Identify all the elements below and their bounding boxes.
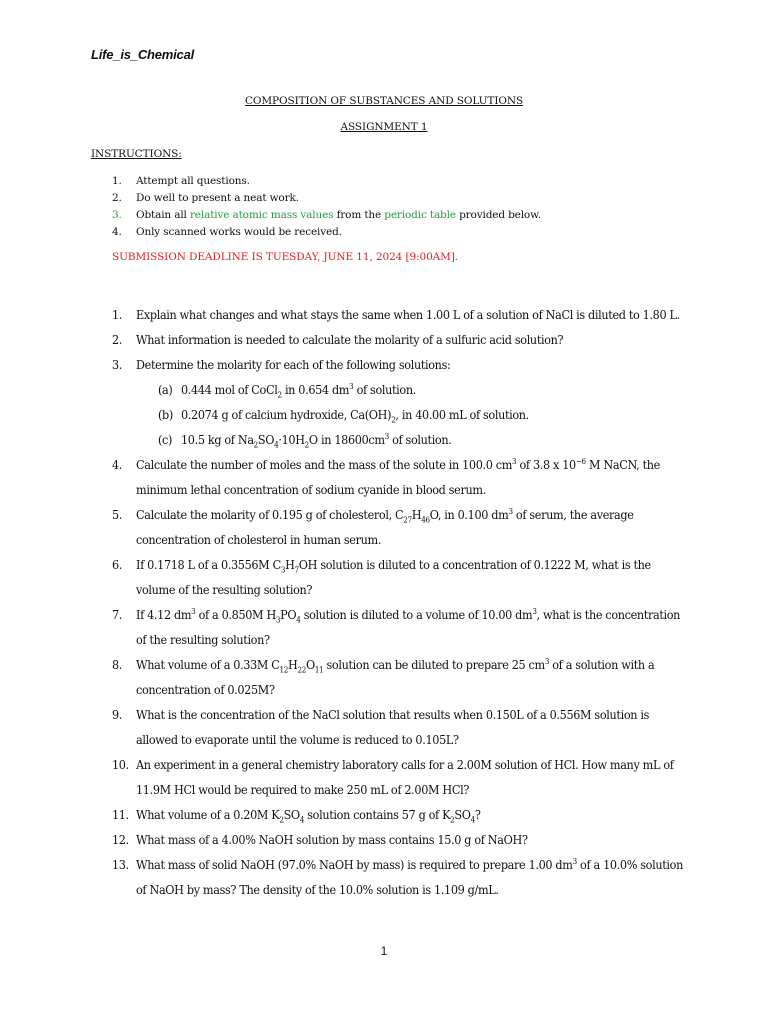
sub-question-letter: (b)	[158, 407, 173, 422]
question-number: 13.	[112, 857, 129, 872]
question-item	[112, 352, 692, 452]
question-item	[112, 302, 692, 327]
text-segment: Obtain all	[136, 209, 190, 221]
superscript: 3	[349, 381, 354, 391]
question-number: 3.	[112, 357, 123, 372]
instructions-list	[112, 175, 672, 243]
sub-question-item	[158, 427, 692, 452]
question-number: 2.	[112, 332, 123, 347]
instruction-item	[112, 192, 672, 209]
instruction-item	[112, 209, 672, 226]
text-segment: SO	[283, 807, 300, 822]
highlight-relative-atomic-mass: relative atomic mass values	[189, 209, 334, 221]
text-segment: O	[305, 657, 315, 672]
question-item	[112, 852, 692, 902]
text-segment: If 4.12 dm	[136, 607, 192, 622]
sub-question-item	[158, 377, 692, 402]
text-segment: PO	[280, 607, 297, 622]
sub-question-text	[181, 377, 416, 402]
superscript: 3	[572, 856, 577, 866]
text-segment: of a solution with a concentration of 0.025M?	[136, 657, 655, 697]
subscript: 2	[253, 440, 258, 450]
question-text	[136, 802, 692, 827]
superscript: 3	[544, 656, 550, 666]
question-list	[112, 302, 692, 902]
question-number: 4.	[112, 457, 123, 472]
subscript: 2	[450, 815, 455, 825]
text-segment: ·10H	[278, 432, 305, 447]
text-segment: H	[285, 557, 295, 572]
question-item	[112, 552, 692, 602]
text-segment: Calculate the number of moles and the mass of the solute in 100.0 cm	[136, 457, 513, 472]
text-segment: What volume of a 0.20M K	[136, 807, 280, 822]
text-segment: of a 10.0% solution of NaOH by mass? The density of the 10.0% solution is 1.109 g/mL.	[136, 857, 683, 897]
text-segment: of solution.	[353, 382, 416, 397]
subscript: 11	[314, 665, 324, 675]
question-item	[112, 752, 692, 802]
text-segment: of 3.8 x 10	[516, 457, 576, 472]
text-segment: provided below.	[455, 209, 541, 221]
sub-question-item	[158, 402, 692, 427]
subscript: 7	[294, 565, 299, 575]
question-number: 7.	[112, 607, 123, 622]
instruction-item	[112, 175, 672, 192]
sub-question-letter: (c)	[158, 432, 173, 447]
superscript: 3	[508, 506, 513, 516]
subscript: 3	[280, 565, 286, 575]
text-segment: of solution.	[388, 432, 452, 447]
text-segment: solution contains 57 g of K	[304, 807, 451, 822]
text-segment: in 0.654 dm	[281, 382, 350, 397]
question-item	[112, 602, 692, 652]
question-text	[136, 552, 692, 602]
text-segment: of a 0.850M H	[195, 607, 276, 622]
text-segment: M NaCN, the minimum lethal concentration of sodium cyanide in blood serum.	[136, 457, 660, 497]
question-text: Determine the molarity for each of the following solutions:	[136, 357, 451, 372]
text-segment: What volume of a 0.33M C	[136, 657, 280, 672]
question-body	[136, 352, 692, 452]
question-item	[112, 452, 692, 502]
question-item	[112, 502, 692, 552]
subscript: 22	[297, 665, 306, 675]
text-segment: 0.444 mol of CoCl	[181, 382, 278, 397]
text-segment: solution can be diluted to prepare 25 cm	[323, 657, 545, 672]
instruction-number: 3.	[112, 209, 122, 221]
question-text: Explain what changes and what stays the same when 1.00 L of a solution of NaCl is diluted to 1.80 L.	[136, 307, 680, 322]
question-number: 9.	[112, 707, 123, 722]
question-text	[136, 602, 692, 652]
text-segment: O, in 0.100 dm	[429, 507, 509, 522]
subscript: 12	[279, 665, 289, 675]
subscript: 2	[277, 390, 282, 400]
text-segment: H	[411, 507, 422, 522]
question-item	[112, 802, 692, 827]
question-number: 8.	[112, 657, 123, 672]
question-item	[112, 827, 692, 852]
question-text	[136, 652, 692, 702]
instruction-number: 1.	[112, 175, 122, 187]
text-segment: 10.5 kg of Na	[181, 432, 254, 447]
sub-question-list	[136, 377, 692, 452]
subscript: 46	[421, 515, 430, 525]
instruction-number: 4.	[112, 226, 122, 238]
question-item	[112, 702, 692, 752]
assignment-subtitle: ASSIGNMENT 1	[340, 121, 428, 133]
instruction-text: Do well to present a neat work.	[136, 192, 299, 204]
text-segment: H	[288, 657, 298, 672]
text-segment: Calculate the molarity of 0.195 g of cholesterol, C	[136, 507, 404, 522]
superscript: −6	[575, 456, 586, 466]
question-number: 1.	[112, 307, 123, 322]
question-text: What information is needed to calculate the molarity of a sulfuric acid solution?	[136, 332, 564, 347]
sub-question-text	[181, 427, 451, 452]
text-segment: solution is diluted to a volume of 10.00 dm	[300, 607, 533, 622]
submission-deadline: SUBMISSION DEADLINE IS TUESDAY, JUNE 11, 2024 [9:00AM].	[112, 251, 459, 263]
page-number: 1	[380, 944, 388, 958]
subscript: 2	[304, 440, 309, 450]
text-segment: OH solution is diluted to a concentration of 0.1222 M, what is the volume of the resulting solution?	[136, 557, 651, 597]
subscript: 4	[296, 615, 301, 625]
instruction-number: 2.	[112, 192, 122, 204]
document-header-tag: Life_is_Chemical	[91, 47, 195, 62]
question-text: What mass of a 4.00% NaOH solution by mass contains 15.0 g of NaOH?	[136, 832, 528, 847]
instructions-heading: INSTRUCTIONS:	[91, 148, 182, 160]
question-text	[136, 452, 692, 502]
question-number: 10.	[112, 757, 129, 772]
question-text: What is the concentration of the NaCl solution that results when 0.150L of a 0.556M solution is allowed to evaporate until the volume is reduced to 0.105L?	[136, 707, 650, 747]
question-item	[112, 327, 692, 352]
instruction-text: Attempt all questions.	[136, 175, 250, 187]
superscript: 3	[191, 606, 196, 616]
text-segment: from the	[333, 209, 385, 221]
question-number: 5.	[112, 507, 123, 522]
superscript: 3	[384, 431, 389, 441]
subscript: 4	[274, 440, 279, 450]
question-number: 12.	[112, 832, 129, 847]
subscript: 27	[403, 515, 412, 525]
question-number: 6.	[112, 557, 123, 572]
subscript: 2	[279, 815, 284, 825]
instruction-item	[112, 226, 672, 243]
instruction-text	[136, 209, 541, 226]
question-text: An experiment in a general chemistry laboratory calls for a 2.00M solution of HCl. How many mL of 11.9M HCl would be required to make 250 mL of 2.00M HCl?	[136, 757, 674, 797]
text-segment: SO	[257, 432, 275, 447]
text-segment: ?	[474, 807, 481, 822]
subscript: 4	[470, 815, 475, 825]
text-segment: SO	[454, 807, 471, 822]
superscript: 3	[532, 606, 537, 616]
subscript: 4	[299, 815, 305, 825]
text-segment: , what is the concentration of the resulting solution?	[136, 607, 681, 647]
question-text	[136, 502, 692, 552]
text-segment: O in 18600cm	[308, 432, 385, 447]
question-text	[136, 852, 692, 902]
superscript: 3	[512, 456, 517, 466]
text-segment: , in 40.00 mL of solution.	[395, 407, 529, 422]
highlight-periodic-table: periodic table	[384, 209, 456, 221]
text-segment: What mass of solid NaOH (97.0% NaOH by mass) is required to prepare 1.00 dm	[136, 857, 573, 872]
sub-question-text	[181, 402, 529, 427]
text-segment: If 0.1718 L of a 0.3556M C	[136, 557, 281, 572]
question-number: 11.	[112, 807, 129, 822]
document-title: COMPOSITION OF SUBSTANCES AND SOLUTIONS	[244, 95, 524, 107]
text-segment: of serum, the average concentration of cholesterol in human serum.	[136, 507, 634, 547]
sub-question-letter: (a)	[158, 382, 173, 397]
question-item	[112, 652, 692, 702]
subscript: 2	[391, 415, 396, 425]
subscript: 3	[275, 615, 281, 625]
instruction-text: Only scanned works would be received.	[136, 226, 342, 238]
text-segment: 0.2074 g of calcium hydroxide, Ca(OH)	[181, 407, 392, 422]
